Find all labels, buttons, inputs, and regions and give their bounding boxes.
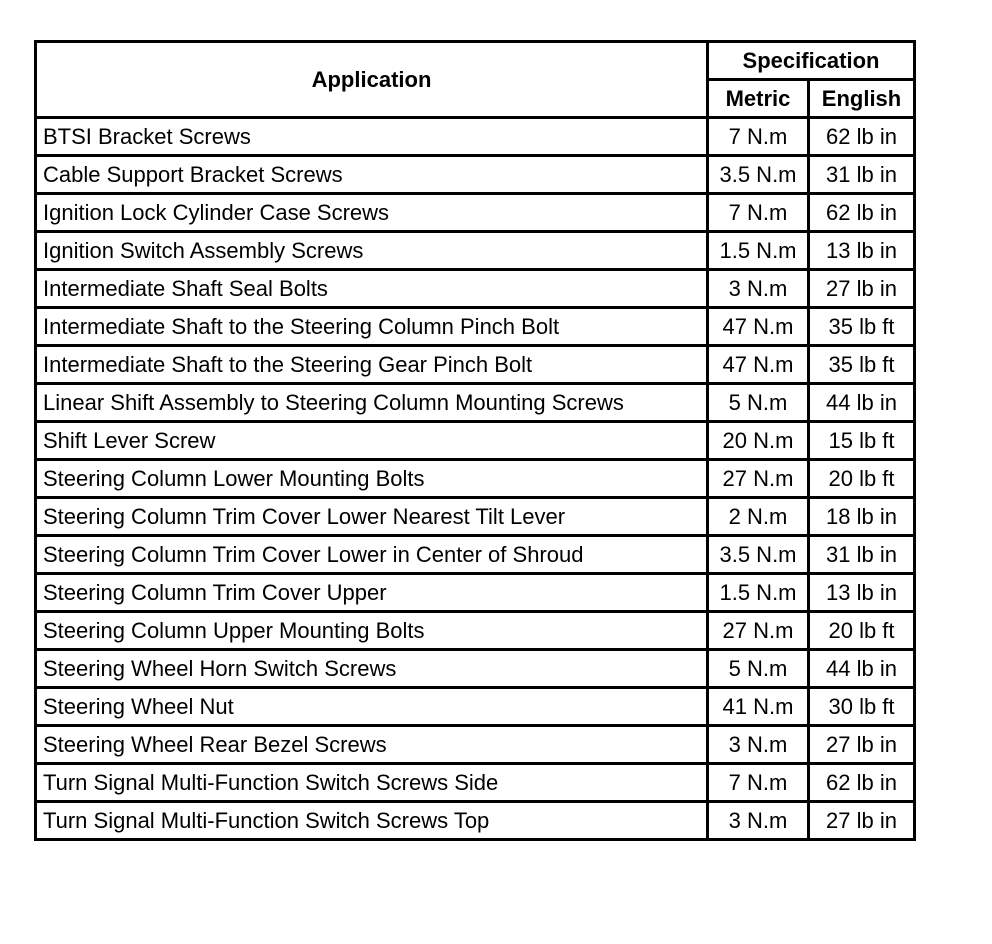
english-value-cell: 13 lb in: [809, 232, 915, 270]
english-value-cell: 31 lb in: [809, 536, 915, 574]
application-cell: Steering Column Trim Cover Upper: [36, 574, 708, 612]
english-header: English: [809, 80, 915, 118]
application-cell: BTSI Bracket Screws: [36, 118, 708, 156]
metric-value-cell: 1.5 N.m: [708, 574, 809, 612]
metric-value-cell: 7 N.m: [708, 764, 809, 802]
metric-value-cell: 20 N.m: [708, 422, 809, 460]
application-cell: Linear Shift Assembly to Steering Column Mounting Screws: [36, 384, 708, 422]
application-cell: Turn Signal Multi-Function Switch Screws Top: [36, 802, 708, 840]
table-row: [36, 726, 915, 764]
metric-header: Metric: [708, 80, 809, 118]
metric-value-cell: 27 N.m: [708, 460, 809, 498]
application-cell: Steering Column Trim Cover Lower in Center of Shroud: [36, 536, 708, 574]
application-cell: Steering Column Trim Cover Lower Nearest Tilt Lever: [36, 498, 708, 536]
english-value-cell: 27 lb in: [809, 726, 915, 764]
english-value-cell: 44 lb in: [809, 650, 915, 688]
application-cell: Steering Wheel Horn Switch Screws: [36, 650, 708, 688]
application-cell: Shift Lever Screw: [36, 422, 708, 460]
metric-value-cell: 47 N.m: [708, 308, 809, 346]
header-row-top: [36, 42, 915, 80]
metric-value-cell: 47 N.m: [708, 346, 809, 384]
metric-value-cell: 3.5 N.m: [708, 156, 809, 194]
fastener-spec-table: [34, 40, 916, 841]
metric-value-cell: 7 N.m: [708, 118, 809, 156]
metric-value-cell: 7 N.m: [708, 194, 809, 232]
english-value-cell: 13 lb in: [809, 574, 915, 612]
metric-value-cell: 3 N.m: [708, 802, 809, 840]
table-row: [36, 650, 915, 688]
metric-value-cell: 27 N.m: [708, 612, 809, 650]
table-row: [36, 802, 915, 840]
english-value-cell: 35 lb ft: [809, 308, 915, 346]
table-row: [36, 194, 915, 232]
table-row: [36, 118, 915, 156]
table-row: [36, 498, 915, 536]
specification-header: Specification: [708, 42, 915, 80]
metric-value-cell: 3.5 N.m: [708, 536, 809, 574]
table-row: [36, 764, 915, 802]
application-cell: Ignition Lock Cylinder Case Screws: [36, 194, 708, 232]
metric-value-cell: 1.5 N.m: [708, 232, 809, 270]
application-cell: Turn Signal Multi-Function Switch Screws Side: [36, 764, 708, 802]
english-value-cell: 30 lb ft: [809, 688, 915, 726]
english-value-cell: 31 lb in: [809, 156, 915, 194]
application-cell: Ignition Switch Assembly Screws: [36, 232, 708, 270]
metric-value-cell: 41 N.m: [708, 688, 809, 726]
application-cell: Steering Wheel Nut: [36, 688, 708, 726]
metric-value-cell: 3 N.m: [708, 726, 809, 764]
metric-value-cell: 5 N.m: [708, 650, 809, 688]
table-row: [36, 270, 915, 308]
application-cell: Intermediate Shaft to the Steering Column Pinch Bolt: [36, 308, 708, 346]
english-value-cell: 20 lb ft: [809, 460, 915, 498]
english-value-cell: 44 lb in: [809, 384, 915, 422]
english-value-cell: 15 lb ft: [809, 422, 915, 460]
table-row: [36, 156, 915, 194]
english-value-cell: 18 lb in: [809, 498, 915, 536]
english-value-cell: 27 lb in: [809, 270, 915, 308]
table-body: [36, 118, 915, 840]
table-row: [36, 308, 915, 346]
table-row: [36, 422, 915, 460]
table-row: [36, 612, 915, 650]
table-header: [36, 42, 915, 118]
table-row: [36, 574, 915, 612]
english-value-cell: 27 lb in: [809, 802, 915, 840]
table-row: [36, 460, 915, 498]
table-row: [36, 346, 915, 384]
metric-value-cell: 5 N.m: [708, 384, 809, 422]
application-cell: Steering Column Upper Mounting Bolts: [36, 612, 708, 650]
table-row: [36, 688, 915, 726]
english-value-cell: 62 lb in: [809, 118, 915, 156]
application-header: Application: [36, 42, 708, 118]
application-cell: Cable Support Bracket Screws: [36, 156, 708, 194]
application-cell: Intermediate Shaft to the Steering Gear Pinch Bolt: [36, 346, 708, 384]
english-value-cell: 35 lb ft: [809, 346, 915, 384]
table-row: [36, 384, 915, 422]
application-cell: Steering Wheel Rear Bezel Screws: [36, 726, 708, 764]
english-value-cell: 62 lb in: [809, 764, 915, 802]
application-cell: Steering Column Lower Mounting Bolts: [36, 460, 708, 498]
metric-value-cell: 3 N.m: [708, 270, 809, 308]
english-value-cell: 20 lb ft: [809, 612, 915, 650]
metric-value-cell: 2 N.m: [708, 498, 809, 536]
application-cell: Intermediate Shaft Seal Bolts: [36, 270, 708, 308]
english-value-cell: 62 lb in: [809, 194, 915, 232]
table-row: [36, 536, 915, 574]
table-row: [36, 232, 915, 270]
